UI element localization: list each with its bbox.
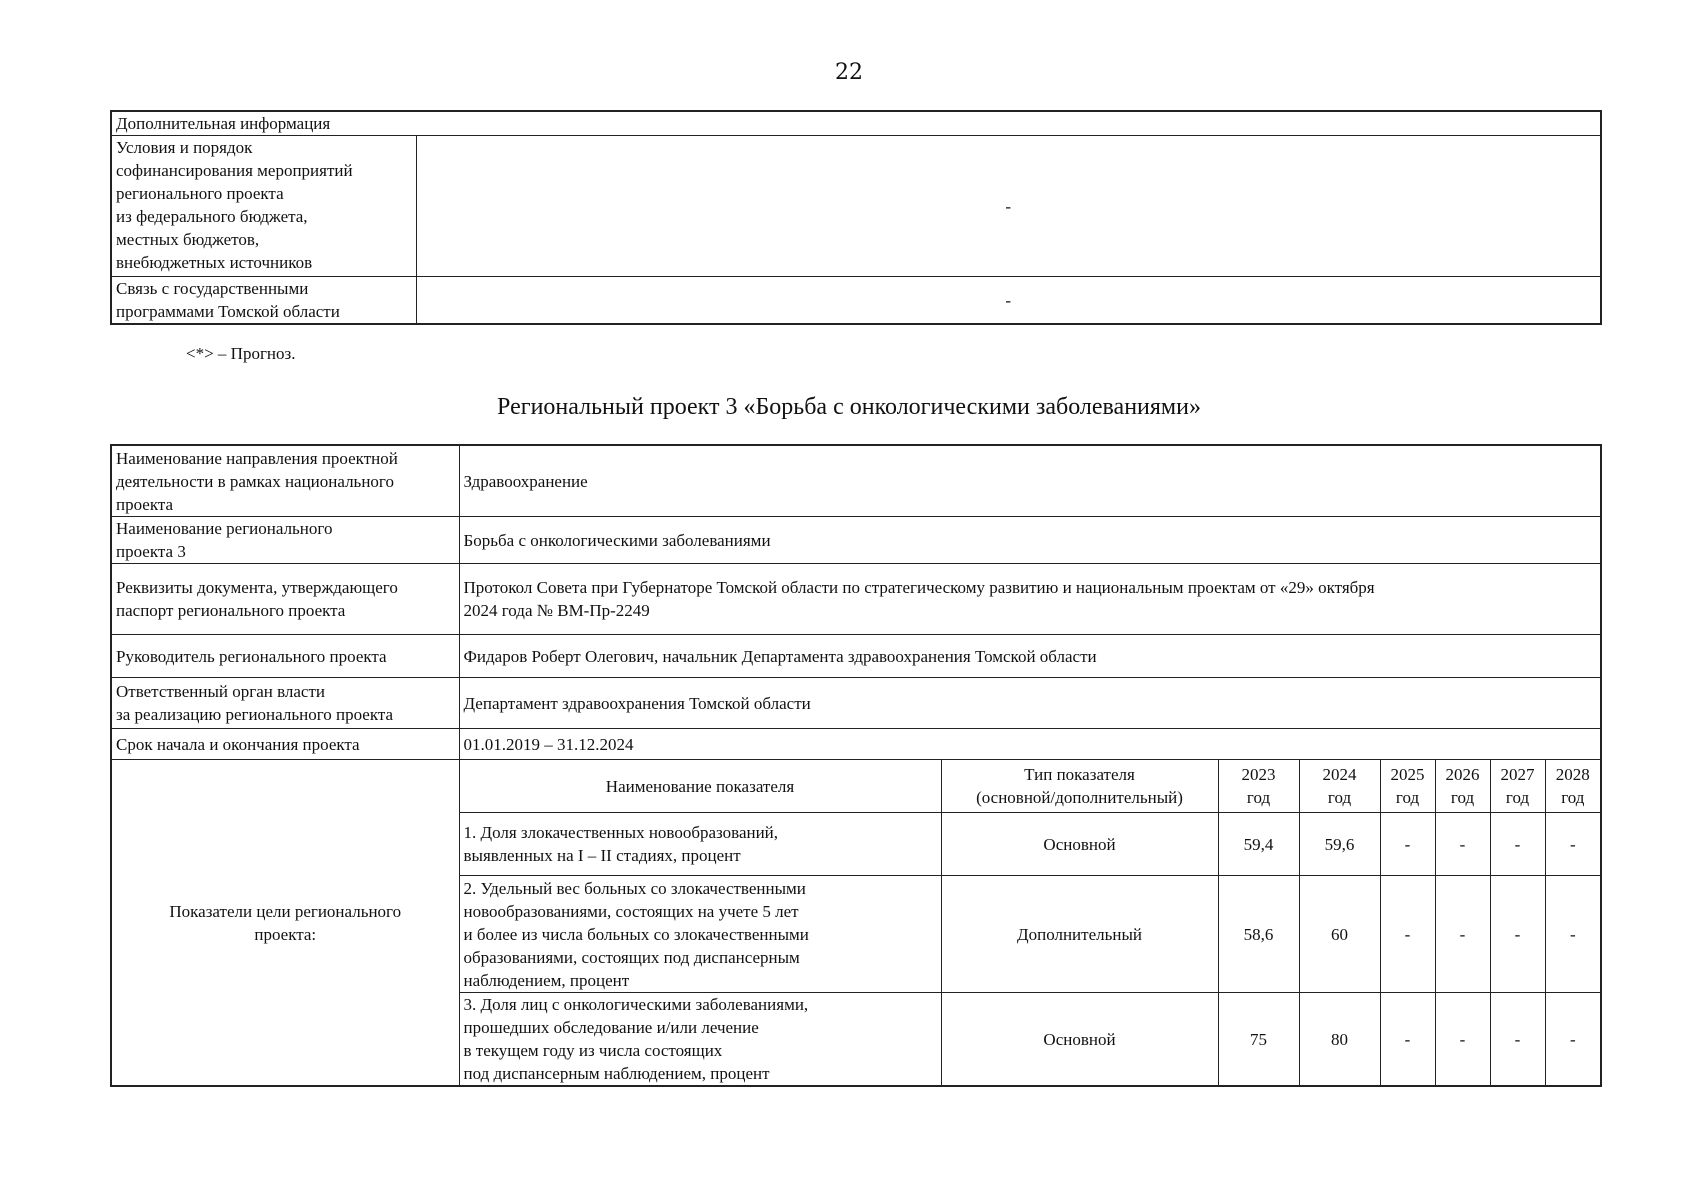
value-2026: -: [1435, 876, 1490, 993]
indicator-name: [459, 876, 941, 993]
indicator-type-header: [941, 760, 1218, 813]
value-line: Здравоохранение: [463, 471, 588, 491]
value-line: 01.01.2019 – 31.12.2024: [463, 734, 634, 754]
passport-row-project-name: [111, 517, 1601, 564]
value-2024: 59,6: [1299, 813, 1380, 876]
name-line: выявленных на I – II стадиях, процент: [463, 846, 741, 865]
label-line: Показатели цели регионального: [169, 901, 402, 921]
name-line: наблюдением, процент: [463, 970, 630, 990]
value-2023: 58,6: [1218, 876, 1299, 993]
header-line: Тип показателя: [1024, 765, 1135, 784]
value-line: Департамент здравоохранения Томской области: [463, 693, 811, 713]
cofinancing-label: [111, 136, 416, 277]
value-line: 2024 года № ВМ-Пр-2249: [463, 601, 650, 620]
label-line: проекта: [116, 494, 174, 514]
project-name-label: [111, 517, 459, 564]
year-unit: год: [1450, 788, 1475, 807]
value-2023: 59,4: [1218, 813, 1299, 876]
value-2023: 75: [1218, 993, 1299, 1087]
name-line: 1. Доля злокачественных новообразований,: [463, 823, 779, 842]
name-line: в текущем году из числа состоящих: [463, 1041, 723, 1060]
year-unit: год: [1246, 788, 1271, 807]
cofinancing-value: -: [416, 136, 1601, 277]
label-line: внебюджетных источников: [116, 253, 313, 272]
label-line: Наименование регионального: [116, 519, 333, 538]
label-line: Руководитель регионального проекта: [116, 646, 387, 666]
passport-row-responsible: [111, 678, 1601, 729]
project-name-value: [459, 517, 1601, 564]
year-label: 2023: [1241, 765, 1276, 784]
label-line: Связь с государственными: [116, 279, 309, 298]
value-line: Борьба с онкологическими заболеваниями: [463, 530, 771, 550]
value-line: Протокол Совета при Губернаторе Томской области по стратегическому развитию и национальным проектам от «29» октября: [463, 578, 1375, 597]
value-2026: -: [1435, 993, 1490, 1087]
value-2028: -: [1545, 876, 1601, 993]
state-programs-row: [111, 277, 1601, 325]
label-line: Наименование направления проектной: [116, 448, 398, 468]
value-2028: -: [1545, 993, 1601, 1087]
label-line: Реквизиты документа, утверждающего: [116, 578, 398, 597]
year-unit: год: [1505, 788, 1530, 807]
name-line: 2. Удельный вес больных со злокачественными: [463, 878, 806, 898]
name-line: образованиями, состоящих под диспансерным: [463, 947, 800, 967]
label-line: Условия и порядок: [116, 138, 253, 157]
year-unit: год: [1561, 788, 1585, 807]
responsible-value: [459, 678, 1601, 729]
year-header-2028: [1545, 760, 1601, 813]
name-line: и более из числа больных со злокачественными: [463, 924, 809, 944]
value-2025: -: [1380, 993, 1435, 1087]
additional-info-header: Дополнительная информация: [111, 111, 1601, 136]
passport-row-document: [111, 564, 1601, 635]
label-line: проекта:: [254, 924, 317, 944]
passport-row-direction: [111, 445, 1601, 517]
year-header-2023: [1218, 760, 1299, 813]
label-line: Срок начала и окончания проекта: [116, 734, 360, 754]
document-value: [459, 564, 1601, 635]
label-line: из федерального бюджета,: [116, 207, 308, 226]
additional-info-table: [110, 110, 1602, 325]
document-label: [111, 564, 459, 635]
label-line: проекта 3: [116, 542, 186, 561]
year-unit: год: [1327, 788, 1352, 807]
indicator-type: Дополнительный: [941, 876, 1218, 993]
passport-row-term: [111, 729, 1601, 760]
label-line: софинансирования мероприятий: [116, 161, 353, 180]
indicator-type: Основной: [941, 813, 1218, 876]
goal-indicators-label: [111, 760, 459, 1087]
value-2024: 60: [1299, 876, 1380, 993]
term-value: [459, 729, 1601, 760]
label-line: программами Томской области: [116, 302, 340, 321]
name-line: прошедших обследование и/или лечение: [463, 1018, 759, 1037]
project-passport-table: [110, 444, 1602, 1087]
year-label: 2027: [1500, 765, 1535, 784]
value-2028: -: [1545, 813, 1601, 876]
label-line: за реализацию регионального проекта: [116, 705, 394, 724]
year-header-2027: [1490, 760, 1545, 813]
header-line: (основной/дополнительный): [976, 788, 1183, 807]
label-line: регионального проекта: [116, 184, 284, 203]
label-line: местных бюджетов,: [116, 230, 260, 249]
year-label: 2026: [1445, 765, 1480, 784]
name-line: под диспансерным наблюдением, процент: [463, 1064, 770, 1083]
name-line: новообразованиями, состоящих на учете 5 лет: [463, 901, 799, 921]
value-2025: -: [1380, 876, 1435, 993]
year-header-2025: [1380, 760, 1435, 813]
cofinancing-row: [111, 136, 1601, 277]
value-2025: -: [1380, 813, 1435, 876]
value-2027: -: [1490, 813, 1545, 876]
term-label: [111, 729, 459, 760]
indicator-type: Основной: [941, 993, 1218, 1087]
value-2026: -: [1435, 813, 1490, 876]
year-header-2026: [1435, 760, 1490, 813]
passport-row-head: [111, 635, 1601, 678]
year-unit: год: [1395, 788, 1420, 807]
forecast-footnote: <*> – Прогноз.: [186, 344, 296, 363]
year-label: 2024: [1322, 765, 1357, 784]
year-label: 2025: [1390, 765, 1425, 784]
direction-value: [459, 445, 1601, 517]
section-title: Региональный проект 3 «Борьба с онкологическими заболеваниями»: [497, 394, 1201, 420]
year-label: 2028: [1555, 765, 1590, 784]
name-line: 3. Доля лиц с онкологическими заболеваниями,: [463, 995, 809, 1014]
value-2027: -: [1490, 876, 1545, 993]
label-line: паспорт регионального проекта: [116, 601, 346, 620]
indicator-name: [459, 813, 941, 876]
additional-info-header-row: [111, 111, 1601, 136]
label-line: Ответственный орган власти: [116, 682, 325, 701]
indicator-name: [459, 993, 941, 1087]
page-number: 22: [835, 60, 863, 85]
state-programs-value: -: [416, 277, 1601, 325]
responsible-label: [111, 678, 459, 729]
indicator-name-header: Наименование показателя: [459, 760, 941, 813]
value-2027: -: [1490, 993, 1545, 1087]
year-header-2024: [1299, 760, 1380, 813]
direction-label: [111, 445, 459, 517]
project-head-label: [111, 635, 459, 678]
value-line: Фидаров Роберт Олегович, начальник Департамента здравоохранения Томской области: [463, 646, 1097, 666]
project-head-value: [459, 635, 1601, 678]
value-2024: 80: [1299, 993, 1380, 1087]
indicators-header-row: [111, 760, 1601, 813]
state-programs-label: [111, 277, 416, 325]
label-line: деятельности в рамках национального: [116, 471, 394, 491]
